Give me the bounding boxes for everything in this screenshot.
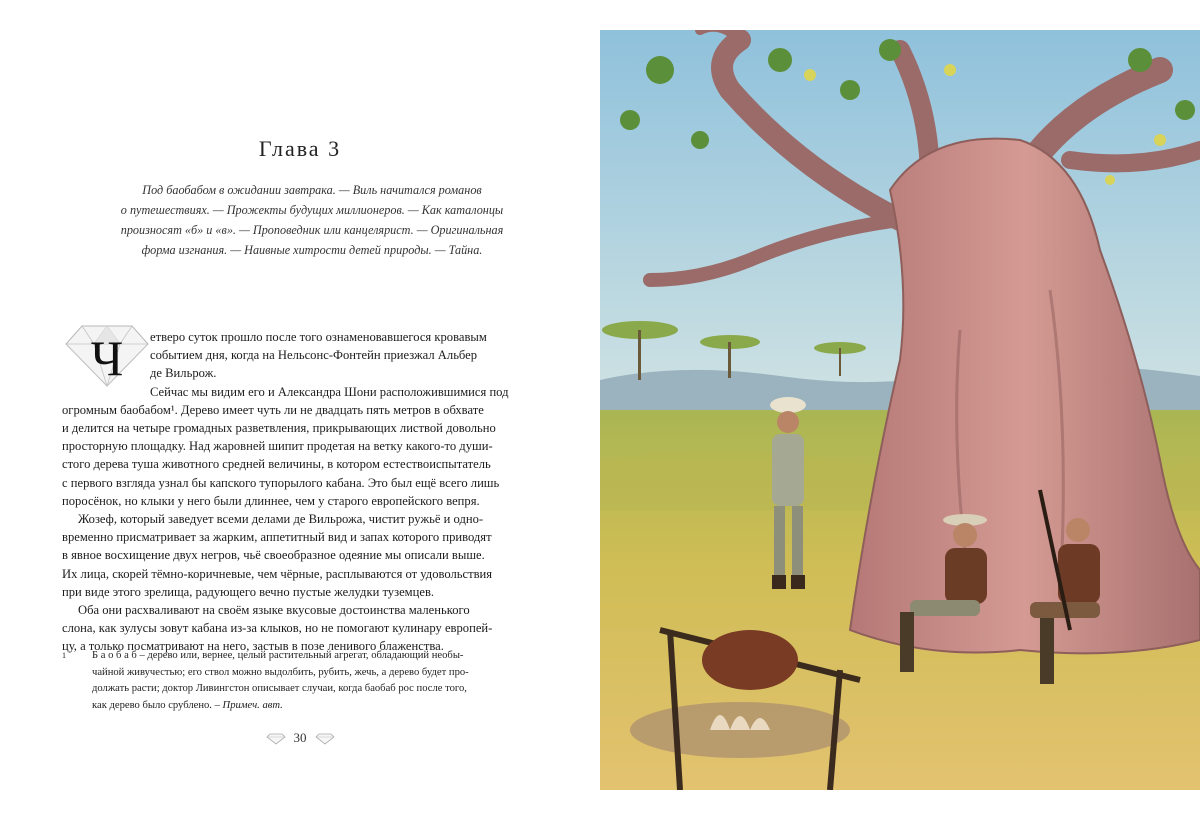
text-line: цу, а только посматривают на него, застыв в позе ленивого блаженства. [62,639,444,654]
footnote-line: Б а о б а б – дерево или, вернее, целый растительный агрегат, обладающий необы- [92,650,464,661]
subtitle-line: произносят «б» и «в». — Проповедник или канцелярист. — Оригинальная [120,223,504,237]
footnote [62,648,546,714]
illustration [600,30,1200,790]
footnote-author-note: Примеч. авт. [222,699,283,711]
footnote-body [62,648,546,714]
text-line: с первого взгляда узнал бы капского тупорылого кабана. Это был ещё всего лишь [62,475,500,490]
chapter-title: Глава 3 [258,136,342,161]
text-line: и делится на четыре громадных разветвления, прикрывающих листвой довольно [62,421,496,436]
footnote-line: должать расти; доктор Ливингстон описывает случаи, когда баобаб рос после того, [92,683,467,694]
roasting-boar [702,630,798,690]
text-line: де Вильрож. [150,366,217,381]
text-line: Оба они расхваливают на своём языке вкусовые достоинства маленького [78,603,470,618]
text-line: временно присматривает за жарким, аппетитный вид и запах которого приводят [62,530,492,545]
text-line: просторную площадку. Над жаровней шипит продетая на ветку какого-то души- [62,439,493,454]
text-line: Их лица, скорей тёмно-коричневые, чем чёрные, расплываются от удовольствия [62,566,493,581]
diamond-ornament-icon [315,733,335,745]
text-line: событием дня, когда на Нельсонс-Фонтейн приезжал Альбер [150,348,478,363]
text-line: етверо суток прошло после того ознаменовавшегося кровавым [150,330,487,344]
footnote-number: 1 [62,651,66,660]
page-footer [0,730,600,746]
subtitle-line: о путешествиях. — Прожекты будущих миллионеров. — Как каталонцы [120,203,504,217]
subtitle-line: Под баобабом в ожидании завтрака. — Виль начитался романов [142,183,482,197]
text-line: в явное восхищение двух негров, чьё своеобразное одеяние мы описали выше. [62,548,485,563]
footnote-line [92,698,546,715]
text-line: Жозеф, который заведует всеми делами де Вильрожа, чистит ружьё и одно- [78,512,484,527]
baobab-illustration [600,30,1200,790]
text-line: стого дерева туша животного средней величины, в котором естествоиспытатель [62,457,491,472]
footnote-line-text: как дерево было срублено. – [92,699,220,711]
text-line: при виде этого зрелища, радующего вечно пустые желудки туземцев. [62,584,435,599]
footnote-line: чайной живучестью; его ствол можно выдолбить, рубить, жечь, а дерево будет про- [92,666,469,678]
text-line: огромным баобабом¹. Дерево имеет чуть ли не двадцать пять метров в обхвате [62,402,484,417]
body-text [62,328,546,656]
diamond-ornament-icon [266,733,286,745]
chapter-subtitle [82,180,542,260]
text-line: Сейчас мы видим его и Александра Шони расположившимися под [150,384,509,399]
drop-cap-letter: Ч [90,330,124,386]
text-line: поросёнок, но клыки у него были длиннее, чем у старого европейского вепря. [62,493,480,508]
text-line: слона, как зулусы зовут кабана из-за клыков, но не помогают кулинару европей- [62,621,493,636]
page-number: 30 [293,730,307,745]
subtitle-line: форма изгнания. — Наивные хитрости детей природы. — Тайна. [141,243,483,257]
